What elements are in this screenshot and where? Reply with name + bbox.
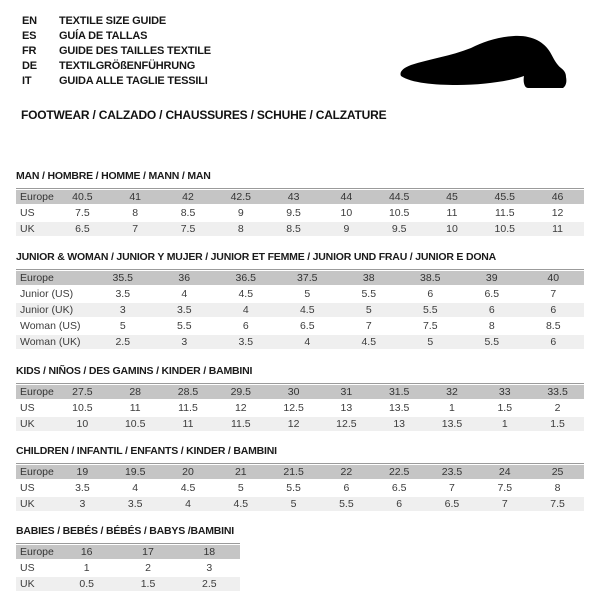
size-value-cell: 10 xyxy=(446,223,458,235)
language-code: ES xyxy=(22,30,37,42)
size-value-cell: 10.5 xyxy=(388,207,410,219)
table-title: KIDS / NIÑOS / DES GAMINS / KINDER / BAMBINI xyxy=(16,365,253,377)
size-table-man xyxy=(16,188,584,236)
table-row-europe xyxy=(16,271,584,285)
table-row-woman-uk xyxy=(16,335,584,349)
size-value-cell: 9.5 xyxy=(286,207,301,219)
size-value-cell: 25 xyxy=(551,466,564,478)
language-heading-list xyxy=(22,14,211,89)
size-value-cell: 23.5 xyxy=(441,466,463,478)
size-value-cell: 36 xyxy=(178,272,191,284)
size-value-cell: 42 xyxy=(182,191,194,203)
row-label: Woman (US) xyxy=(20,320,81,332)
language-code: EN xyxy=(22,15,37,27)
table-row-uk xyxy=(16,577,240,591)
size-value-cell: 6 xyxy=(343,482,350,494)
size-value-cell: 38 xyxy=(362,272,375,284)
row-label: Junior (UK) xyxy=(20,304,74,316)
size-value-cell: 4.5 xyxy=(361,336,377,348)
size-value-cell: 4.5 xyxy=(233,498,249,510)
size-value-cell: 6.5 xyxy=(75,223,90,235)
size-value-cell: 30 xyxy=(287,386,300,398)
size-value-cell: 13.5 xyxy=(388,402,410,414)
size-value-cell: 8.5 xyxy=(286,223,301,235)
size-value-cell: 8 xyxy=(237,223,244,235)
size-value-cell: 7 xyxy=(365,320,372,332)
size-value-cell: 8 xyxy=(488,320,495,332)
size-value-cell: 12 xyxy=(287,418,300,430)
size-value-cell: 22.5 xyxy=(388,466,410,478)
size-value-cell: 28 xyxy=(129,386,142,398)
size-value-cell: 11.5 xyxy=(494,207,515,219)
language-code: DE xyxy=(22,60,37,72)
size-value-cell: 39 xyxy=(485,272,498,284)
size-value-cell: 4.5 xyxy=(299,304,315,316)
size-value-cell: 9.5 xyxy=(391,223,407,235)
size-value-cell: 22 xyxy=(340,466,353,478)
size-value-cell: 1 xyxy=(501,418,508,430)
size-value-cell: 4.5 xyxy=(180,482,196,494)
size-value-cell: 9 xyxy=(343,223,350,235)
table-row-uk xyxy=(16,497,584,511)
size-value-cell: 21 xyxy=(234,466,247,478)
row-label: UK xyxy=(20,418,35,430)
size-value-cell: 7 xyxy=(501,498,508,510)
size-value-cell: 5.5 xyxy=(286,482,301,494)
size-value-cell: 11 xyxy=(129,402,141,414)
size-value-cell: 44.5 xyxy=(388,191,410,203)
table-row-uk xyxy=(16,222,584,236)
row-label: Junior (US) xyxy=(20,288,74,300)
size-value-cell: 11.5 xyxy=(230,418,251,430)
size-value-cell: 3 xyxy=(206,562,213,574)
language-label: GUÍA DE TALLAS xyxy=(59,30,148,42)
language-code: IT xyxy=(22,75,32,87)
size-value-cell: 10 xyxy=(76,418,89,430)
size-value-cell: 6 xyxy=(550,304,557,316)
table-row-us xyxy=(16,206,584,220)
size-value-cell: 13 xyxy=(393,418,406,430)
size-table-babies xyxy=(16,543,240,591)
size-value-cell: 13 xyxy=(340,402,353,414)
size-value-cell: 5 xyxy=(427,336,434,348)
size-value-cell: 7.5 xyxy=(497,482,513,494)
size-value-cell: 6 xyxy=(427,288,434,300)
table-row-europe xyxy=(16,545,240,559)
row-label: Woman (UK) xyxy=(20,336,81,348)
size-value-cell: 32 xyxy=(446,386,458,398)
size-value-cell: 17 xyxy=(142,546,154,558)
size-value-cell: 44 xyxy=(340,191,353,203)
size-value-cell: 20 xyxy=(182,466,194,478)
size-value-cell: 5 xyxy=(365,304,372,316)
size-value-cell: 37.5 xyxy=(297,272,318,284)
table-row-europe xyxy=(16,190,584,204)
size-value-cell: 38.5 xyxy=(420,272,441,284)
size-value-cell: 11.5 xyxy=(178,402,198,414)
size-value-cell: 21.5 xyxy=(283,466,304,478)
size-value-cell: 5 xyxy=(237,482,244,494)
size-value-cell: 41 xyxy=(129,191,142,203)
size-value-cell: 4.5 xyxy=(238,288,254,300)
size-value-cell: 8.5 xyxy=(545,320,561,332)
row-label: UK xyxy=(20,578,35,590)
size-value-cell: 5 xyxy=(290,498,297,510)
row-label: US xyxy=(20,562,35,574)
size-value-cell: 3 xyxy=(181,336,188,348)
size-value-cell: 2 xyxy=(554,402,561,414)
size-value-cell: 3 xyxy=(79,498,86,510)
table-row-junior-uk xyxy=(16,303,584,317)
table-row-europe xyxy=(16,465,584,479)
size-table-junior xyxy=(16,269,584,349)
size-value-cell: 10.5 xyxy=(124,418,146,430)
row-label: UK xyxy=(20,223,35,235)
row-label: US xyxy=(20,207,35,219)
size-value-cell: 7 xyxy=(449,482,455,494)
size-value-cell: 12.5 xyxy=(283,402,304,414)
size-value-cell: 40.5 xyxy=(72,191,93,203)
size-value-cell: 12 xyxy=(234,402,247,414)
table-row-europe xyxy=(16,385,584,399)
size-value-cell: 12.5 xyxy=(336,418,357,430)
size-value-cell: 1.5 xyxy=(497,402,513,414)
size-value-cell: 10.5 xyxy=(494,223,515,235)
row-label: US xyxy=(20,482,35,494)
size-value-cell: 6.5 xyxy=(444,498,460,510)
size-value-cell: 1.5 xyxy=(550,418,565,430)
table-row-uk xyxy=(16,417,584,431)
size-table-kids xyxy=(16,383,584,431)
language-row xyxy=(22,14,211,29)
size-value-cell: 6 xyxy=(488,304,495,316)
size-value-cell: 33.5 xyxy=(547,386,568,398)
size-value-cell: 7 xyxy=(132,223,139,235)
row-label: Europe xyxy=(20,546,54,558)
table-row-us xyxy=(16,561,240,575)
language-row xyxy=(22,29,211,44)
size-value-cell: 6 xyxy=(242,320,249,332)
size-value-cell: 1.5 xyxy=(140,578,156,590)
language-label: GUIDE DES TAILLES TEXTILE xyxy=(59,45,211,57)
size-value-cell: 11 xyxy=(552,223,564,235)
size-value-cell: 18 xyxy=(203,546,216,558)
size-value-cell: 6.5 xyxy=(484,288,500,300)
size-value-cell: 27.5 xyxy=(72,386,93,398)
size-value-cell: 24 xyxy=(498,466,511,478)
size-value-cell: 3.5 xyxy=(75,482,90,494)
size-value-cell: 13.5 xyxy=(441,418,463,430)
row-label: Europe xyxy=(20,466,54,478)
size-value-cell: 6.5 xyxy=(299,320,315,332)
language-row xyxy=(22,74,211,89)
table-title: BABIES / BEBÉS / BÉBÉS / BABYS /BAMBINI xyxy=(16,525,234,537)
size-table-section-junior xyxy=(16,252,584,349)
size-value-cell: 7 xyxy=(550,288,557,300)
size-value-cell: 2.5 xyxy=(115,336,131,348)
size-value-cell: 12 xyxy=(551,207,564,219)
size-value-cell: 5.5 xyxy=(484,336,500,348)
size-value-cell: 4 xyxy=(132,482,139,494)
size-value-cell: 3.5 xyxy=(176,304,192,316)
size-value-cell: 3.5 xyxy=(127,498,143,510)
size-value-cell: 43 xyxy=(287,191,300,203)
size-value-cell: 7.5 xyxy=(75,207,90,219)
size-value-cell: 5 xyxy=(119,320,126,332)
size-value-cell: 19.5 xyxy=(124,466,146,478)
dress-shoe-icon xyxy=(397,34,577,94)
size-value-cell: 5.5 xyxy=(176,320,192,332)
size-value-cell: 5.5 xyxy=(361,288,377,300)
table-title: JUNIOR & WOMAN / JUNIOR Y MUJER / JUNIOR ET FEMME / JUNIOR UND FRAU / JUNIOR E DONA xyxy=(16,251,497,263)
table-row-us xyxy=(16,401,584,415)
size-table-section-man xyxy=(16,171,584,236)
size-value-cell: 8 xyxy=(132,207,139,219)
size-value-cell: 33 xyxy=(498,386,511,398)
size-value-cell: 2.5 xyxy=(202,578,217,590)
size-value-cell: 6.5 xyxy=(391,482,407,494)
language-label: TEXTILGRÖßENFÜHRUNG xyxy=(59,60,196,72)
size-value-cell: 9 xyxy=(237,207,244,219)
language-label: TEXTILE SIZE GUIDE xyxy=(59,15,167,27)
size-value-cell: 46 xyxy=(551,191,564,203)
row-label: US xyxy=(20,402,35,414)
size-value-cell: 3 xyxy=(119,304,126,316)
size-value-cell: 1 xyxy=(449,402,455,414)
size-value-cell: 4 xyxy=(185,498,191,510)
size-value-cell: 31.5 xyxy=(388,386,410,398)
size-value-cell: 6 xyxy=(550,336,557,348)
size-value-cell: 10 xyxy=(340,207,353,219)
size-value-cell: 11 xyxy=(182,418,194,430)
size-value-cell: 4 xyxy=(304,336,311,348)
size-value-cell: 5.5 xyxy=(339,498,354,510)
size-value-cell: 8 xyxy=(554,482,561,494)
table-row-us xyxy=(16,481,584,495)
row-label: UK xyxy=(20,498,35,510)
table-row-junior-us xyxy=(16,287,584,301)
category-heading: FOOTWEAR / CALZADO / CHAUSSURES / SCHUHE / CALZATURE xyxy=(21,108,387,122)
size-value-cell: 31 xyxy=(340,386,353,398)
size-table-section-kids xyxy=(16,366,584,431)
language-label: GUIDA ALLE TAGLIE TESSILI xyxy=(59,75,208,87)
size-value-cell: 5.5 xyxy=(422,304,438,316)
size-table-children xyxy=(16,463,584,511)
size-value-cell: 40 xyxy=(547,272,560,284)
size-value-cell: 3.5 xyxy=(238,336,254,348)
size-value-cell: 7.5 xyxy=(550,498,565,510)
row-label: Europe xyxy=(20,386,54,398)
size-value-cell: 35.5 xyxy=(112,272,133,284)
size-value-cell: 19 xyxy=(76,466,89,478)
language-row xyxy=(22,44,211,59)
size-table-section-babies xyxy=(16,526,240,591)
size-value-cell: 4 xyxy=(242,304,249,316)
language-row xyxy=(22,59,211,74)
size-value-cell: 45 xyxy=(446,191,458,203)
table-row-woman-us xyxy=(16,319,584,333)
size-value-cell: 7.5 xyxy=(422,320,438,332)
size-value-cell: 8.5 xyxy=(180,207,196,219)
size-value-cell: 1 xyxy=(83,562,90,574)
size-value-cell: 45.5 xyxy=(494,191,515,203)
size-value-cell: 0.5 xyxy=(79,578,94,590)
row-label: Europe xyxy=(20,191,54,203)
size-value-cell: 4 xyxy=(181,288,188,300)
size-value-cell: 6 xyxy=(396,498,403,510)
language-code: FR xyxy=(22,45,37,57)
size-value-cell: 16 xyxy=(80,546,93,558)
size-table-section-children xyxy=(16,446,584,511)
size-value-cell: 42.5 xyxy=(230,191,251,203)
size-value-cell: 3.5 xyxy=(115,288,131,300)
size-value-cell: 29.5 xyxy=(230,386,251,398)
size-value-cell: 7.5 xyxy=(180,223,196,235)
table-title: CHILDREN / INFANTIL / ENFANTS / KINDER / BAMBINI xyxy=(16,445,277,457)
table-title: MAN / HOMBRE / HOMME / MANN / MAN xyxy=(16,170,211,182)
size-value-cell: 28.5 xyxy=(177,386,199,398)
row-label: Europe xyxy=(20,272,54,284)
size-value-cell: 36.5 xyxy=(235,272,256,284)
size-value-cell: 10.5 xyxy=(72,402,93,414)
size-value-cell: 2 xyxy=(145,562,151,574)
size-value-cell: 5 xyxy=(304,288,311,300)
size-value-cell: 11 xyxy=(446,207,458,219)
